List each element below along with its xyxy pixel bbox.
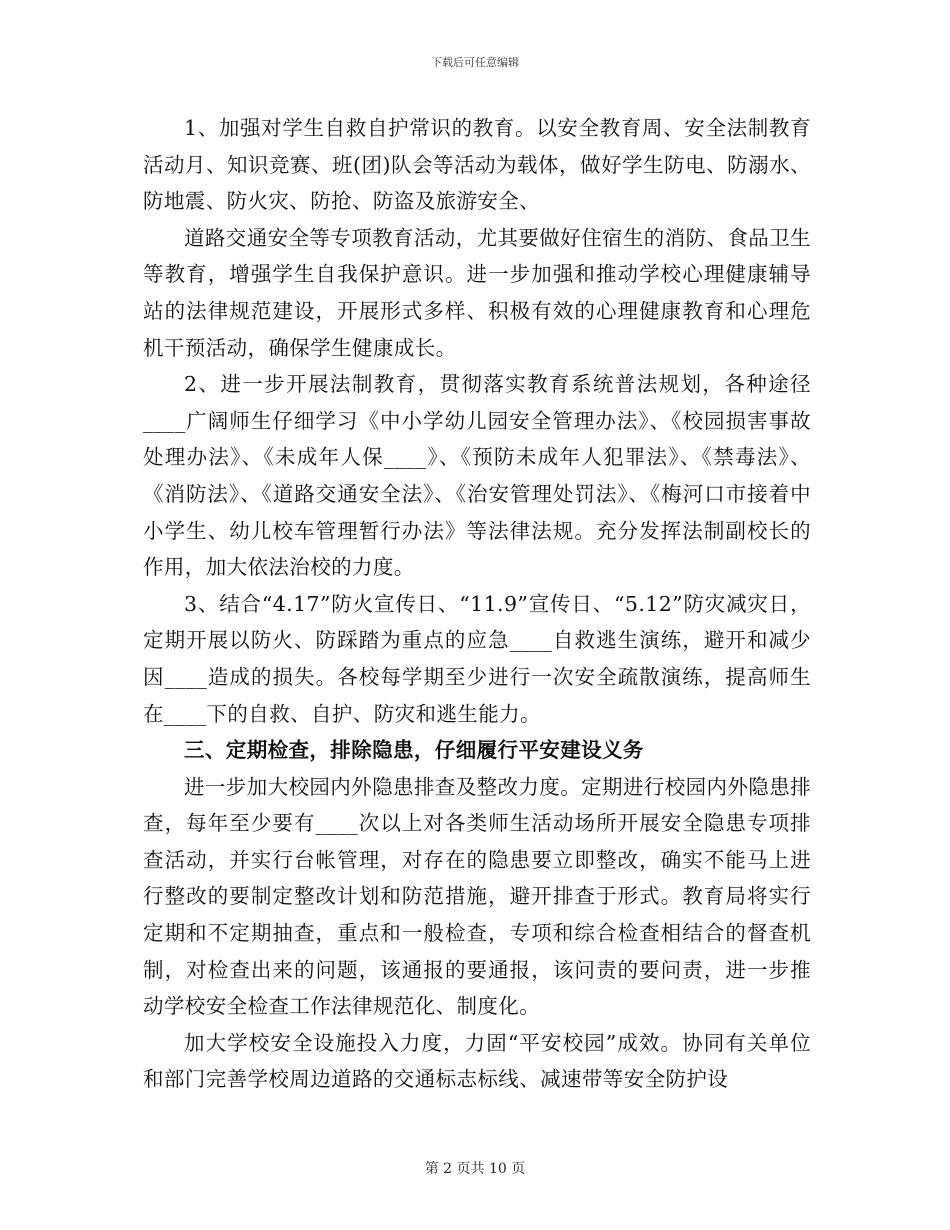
paragraph-facilities: 加大学校安全设施投入力度，力固“平安校园”成效。协同有关单位和部门完善学校周边道路的交通标志标线、减速带等安全防护设 xyxy=(143,1030,811,1092)
section-heading-3: 三、定期检查，排除隐患，仔细履行平安建设义务 xyxy=(184,738,644,763)
page-header-note: 下载后可任意编辑 xyxy=(431,56,519,69)
document-body xyxy=(143,110,811,1098)
paragraph-item-2: 2、进一步开展法制教育，贯彻落实教育系统普法规划，各种途径____广阔师生仔细学习《中小学幼儿园安全管理办法》、《校园损害事故处理办法》、《未成年人保____》、《预防未成年人犯罪法》、《禁毒法》、《消防法》、《道路交通安全法》、《治安管理处罚法》、《梅河口市接着中小学生、幼儿校车管理暂行办法》等法律法规。充分发挥法制副校长的作用，加大依法治校的力度。 xyxy=(143,372,811,580)
paragraph-inspection: 进一步加大校园内外隐患排查及整改力度。定期进行校园内外隐患排查，每年至少要有____次以上对各类师生活动场所开展安全隐患专项排查活动，并实行台帐管理，对存在的隐患要立即整改，确实不能马上进行整改的要制定整改计划和防范措施，避开排查于形式。教育局将实行定期和不定期抽查，重点和一般检查，专项和综合检查相结合的督查机制，对检查出来的问题，该通报的要通报，该问责的要问责，进一步推动学校安全检查工作法律规范化、制度化。 xyxy=(143,774,811,1019)
paragraph-item-1: 1、加强对学生自救自护常识的教育。以安全教育周、安全法制教育活动月、知识竞赛、班(团)队会等活动为载体，做好学生防电、防溺水、防地震、防火灾、防抢、防盗及旅游安全、 xyxy=(143,116,811,214)
paragraph-item-1-continued: 道路交通安全等专项教育活动，尤其要做好住宿生的消防、食品卫生等教育，增强学生自我保护意识。进一步加强和推动学校心理健康辅导站的法律规范建设，开展形式多样、积极有效的心理健康教育和心理危机干预活动，确保学生健康成长。 xyxy=(143,225,811,360)
paragraph-item-3: 3、结合“4.17”防火宣传日、“11.9”宣传日、“5.12”防灾减灾日，定期开展以防火、防踩踏为重点的应急____自救逃生演练，避开和减少因____造成的损失。各校每学期至少进行一次安全疏散演练，提高师生在____下的自救、自护、防灾和逃生能力。 xyxy=(143,591,811,726)
page-number-footer: 第 2 页共 10 页 xyxy=(424,1161,526,1177)
